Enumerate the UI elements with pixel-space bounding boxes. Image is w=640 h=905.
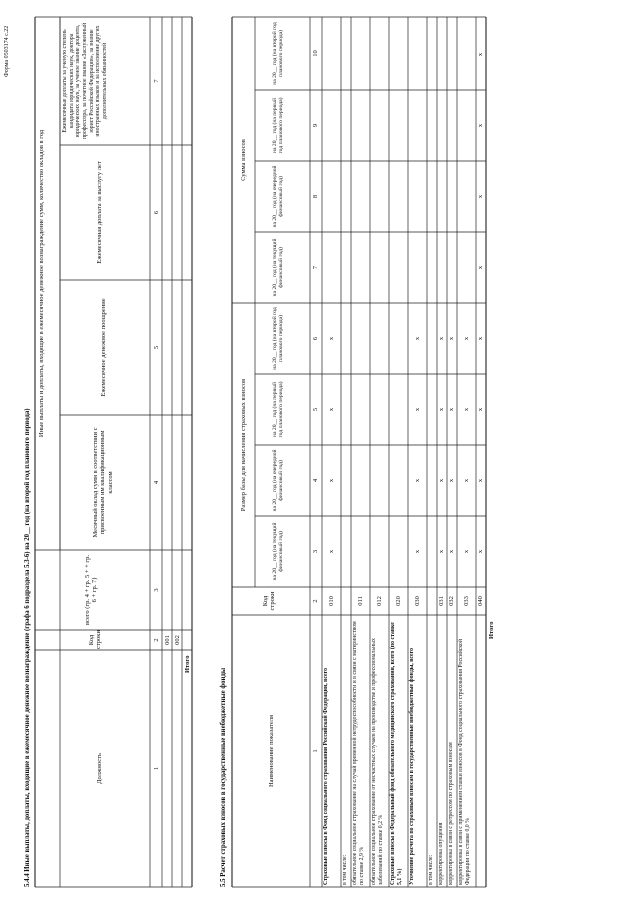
- col-total-header: всего (гр. 4 + гр. 5 + + гр. 6 + гр. 7): [84, 555, 99, 625]
- colnum: 1: [312, 749, 319, 753]
- section-544-title: 5.4.4 Иные выплаты, доплаты, входящие в ежемесячное денежное вознаграждение (графа 6 подраздела 5.3-6) на 20__ год (на второй год планового периода): [24, 408, 31, 887]
- cell-mark: x: [477, 549, 484, 554]
- cell-mark: x: [413, 336, 421, 341]
- colnum: 6: [153, 210, 160, 215]
- row-code: 012: [375, 596, 383, 606]
- year-header: на 20__ год (на текущий финансовый год): [272, 238, 285, 297]
- row-label: корректировка опущения: [438, 822, 444, 885]
- cell-mark: x: [477, 52, 484, 57]
- cell-mark: x: [448, 336, 455, 341]
- col-monthly-secret-header: Ежемесячная доплата за выслугу лет: [96, 161, 103, 264]
- colnum: 2: [312, 599, 319, 603]
- section-55-title: 5.5 Расчет страховых взносов в государственные внебюджетные фонды: [220, 667, 227, 887]
- row-code: 010: [327, 596, 335, 606]
- total-label: Итого: [488, 621, 495, 639]
- col-other-header: Ежемесячные доплаты за ученую степень кандидата юридических наук, доктора юридических наук, за ученое звание доцента, профессора, за почетное звание «Заслуженный юрист Российской Федерации», за знание иностранных языков и за исполнение других дополнительных обязанностей: [62, 22, 108, 140]
- row-code: 032: [448, 596, 455, 606]
- col-monthly-salary-header: Месячный оклад сумм в соответствии с присвоенным им квалификационным классом: [92, 427, 114, 538]
- colnum: 10: [312, 50, 319, 57]
- year-header: на 20__ год (на очередной финансовый год): [272, 449, 285, 512]
- row-code: 040: [477, 596, 484, 606]
- colnum: 6: [312, 336, 319, 341]
- cell-mark: x: [462, 407, 470, 412]
- year-header: на 20__ год (на второй год планового периода): [272, 307, 285, 370]
- colnum: 5: [312, 407, 319, 412]
- row-label: корректировка в связи с ретрессом по страховым взносам: [448, 742, 454, 885]
- colnum: 4: [312, 478, 319, 483]
- cell-mark: x: [477, 336, 484, 341]
- cell-mark: x: [477, 265, 484, 270]
- year-header: на 20__ год (на первый год планового периода): [272, 381, 285, 438]
- colnum: 7: [312, 265, 319, 270]
- colnum: 8: [312, 194, 319, 199]
- row-label: Уточнение расчета по страховым взносам в государственные внебюджетные фонды, всего: [409, 648, 415, 885]
- colnum: 1: [153, 766, 160, 771]
- cell-mark: x: [462, 478, 470, 483]
- cell-mark: x: [448, 407, 455, 412]
- form-code: Форма 0503174 с.22: [4, 25, 10, 77]
- cell-mark: x: [327, 407, 335, 412]
- cell-mark: x: [327, 478, 335, 483]
- col-code-header: Код строки: [88, 630, 103, 649]
- year-header: на 20__ год (на второй год планового периода): [272, 22, 285, 85]
- col-code-header: Код строки: [262, 591, 277, 611]
- cell-mark: x: [438, 407, 445, 412]
- colnum: 3: [153, 588, 160, 592]
- cell-mark: x: [448, 549, 455, 554]
- total-label: Итого: [184, 655, 191, 673]
- cell-mark: x: [462, 336, 470, 341]
- col-monthly-bonus-header: Ежемесячное денежное поощрение: [100, 298, 107, 397]
- cell-mark: x: [327, 549, 335, 554]
- cell-mark: x: [438, 478, 445, 483]
- cell-mark: x: [477, 194, 484, 199]
- row-code: 001: [164, 635, 171, 645]
- colnum: 9: [312, 123, 319, 128]
- row-label: корректировка в связи с применением ставки взносов в Фонд социального страхования Российской Федерации по ставке 0,0 %: [458, 639, 471, 885]
- row-label: обязательное социальное страхование на случай временной нетрудоспособности и в связи с материнством по ставке 2,9 %: [352, 621, 365, 885]
- row-label: Страховые взносы в Федеральный фонд обязательного медицинского страхования, всего (по ставке 5,1 %): [390, 622, 403, 885]
- colnum: 5: [153, 345, 160, 350]
- row-label: обязательное социальное страхование от несчастных случаев на производстве и профессиональных заболеваний по ставке 0,2 %: [371, 638, 384, 885]
- row-code: 020: [394, 596, 402, 606]
- row-code: 031: [438, 596, 445, 606]
- cell-mark: x: [477, 478, 484, 483]
- year-header: на 20__ год (на первый год планового периода): [272, 97, 285, 154]
- col-position-header: Должность: [96, 753, 103, 784]
- row-label: Страховые взносы в Фонд социального страхования Российской Федерации, всего: [323, 668, 329, 885]
- cell-mark: x: [438, 336, 445, 341]
- col-group-other-header: Иные выплаты и доплаты, входящие в ежемесячное денежное вознаграждение сумм, количество окладов в год: [38, 129, 45, 438]
- row-code: 033: [462, 596, 470, 606]
- row-label: в том числе:: [342, 854, 348, 885]
- row-label: в том числе:: [428, 854, 434, 885]
- col-indicator-header: Наименование показателя: [268, 714, 275, 788]
- year-header: на 20__ год (на текущий финансовый год): [272, 522, 285, 581]
- cell-mark: x: [448, 478, 455, 483]
- colnum: 4: [153, 480, 160, 485]
- cell-mark: x: [413, 549, 421, 554]
- row-code: 002: [174, 635, 181, 645]
- colnum: 2: [153, 638, 160, 642]
- colnum: 7: [153, 79, 160, 83]
- cell-mark: x: [477, 407, 484, 412]
- col-sum-group-header: Сумма взносов: [240, 139, 247, 181]
- cell-mark: x: [327, 336, 335, 341]
- cell-mark: x: [413, 478, 421, 483]
- year-header: на 20__ год (на очередной финансовый год): [272, 165, 285, 228]
- cell-mark: x: [462, 549, 470, 554]
- cell-mark: x: [477, 123, 484, 128]
- cell-mark: x: [438, 549, 445, 554]
- cell-mark: x: [413, 407, 421, 412]
- col-base-group-header: Размер базы для начисления страховых взносов: [240, 378, 247, 512]
- row-code: 030: [413, 596, 421, 606]
- colnum: 3: [312, 549, 319, 554]
- row-code: 011: [356, 596, 364, 606]
